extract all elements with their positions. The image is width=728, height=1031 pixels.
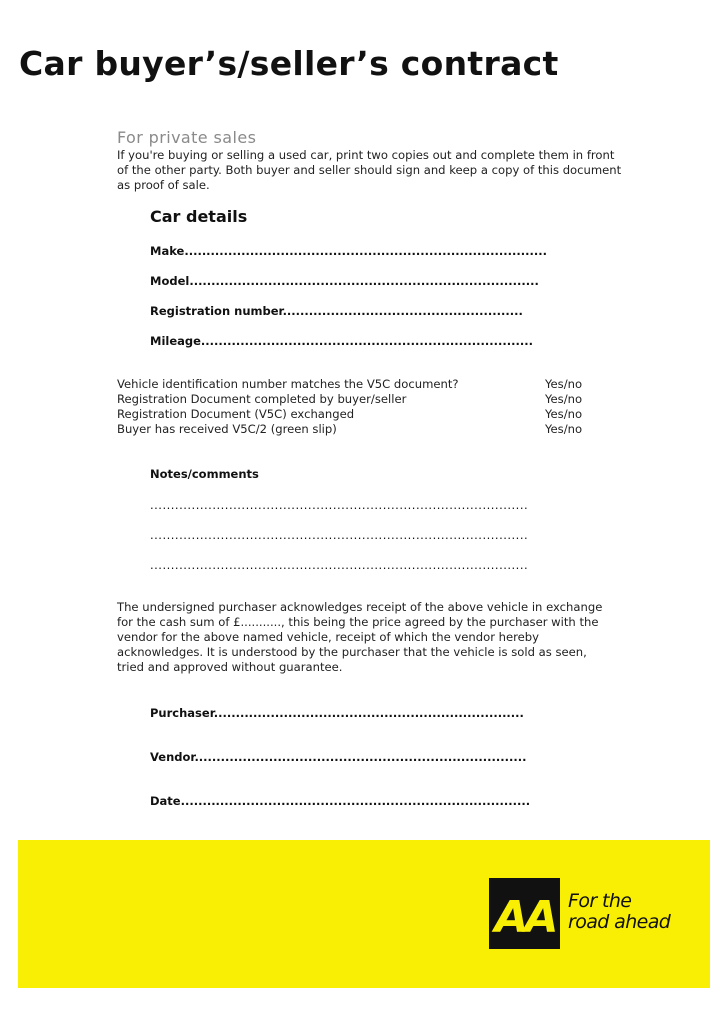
notes-line[interactable]: ........................................................................................... — [150, 528, 529, 542]
checklist-row — [117, 407, 597, 422]
intro-paragraph: If you're buying or selling a used car, print two copies out and complete them in front of the other party. Both buyer and seller should sign and keep a copy of this document as proof of sale. — [117, 148, 622, 192]
purchaser-field[interactable] — [150, 706, 524, 720]
acknowledgement-paragraph: The undersigned purchaser acknowledges receipt of the above vehicle in exchange for the cash sum of £..........., this being the price agreed by the purchaser with the vendor for the above named vehicle, receipt of which the vendor hereby acknowledges. It is understood by the purchaser that the vehicle is sold as seen, tried and approved without guarantee. — [117, 600, 603, 674]
car-details-heading: Car details — [150, 207, 248, 226]
checklist-question: Buyer has received V5C/2 (green slip) — [117, 422, 337, 436]
checklist-question: Registration Document (V5C) exchanged — [117, 407, 355, 421]
registration-number-field[interactable] — [150, 304, 523, 318]
model-label: Model — [150, 274, 190, 288]
make-dots: ................................................................................... — [184, 244, 547, 258]
make-label: Make — [150, 244, 185, 258]
date-label: Date — [150, 794, 181, 808]
tagline-line-2: road ahead — [568, 911, 671, 933]
checklist-answer[interactable]: Yes/no — [545, 407, 583, 421]
tagline-line-1: For the — [568, 890, 632, 912]
registration-number-dots: ....................................................... — [282, 304, 523, 318]
page-title: Car buyer’s/seller’s contract — [19, 44, 559, 83]
checklist-row — [117, 422, 597, 437]
aa-logo — [489, 878, 560, 949]
registration-number-label: Registration number — [150, 304, 283, 318]
date-dots: ................................................................................ — [180, 794, 531, 808]
checklist-row — [117, 377, 597, 392]
vendor-dots: ............................................................................ — [194, 750, 527, 764]
aa-logo-icon — [489, 878, 560, 949]
checklist — [117, 377, 597, 437]
mileage-field[interactable] — [150, 334, 533, 348]
checklist-question: Registration Document completed by buyer/seller — [117, 392, 407, 406]
mileage-dots: ............................................................................ — [200, 334, 533, 348]
model-field[interactable] — [150, 274, 539, 288]
mileage-label: Mileage — [150, 334, 201, 348]
subtitle: For private sales — [117, 128, 257, 147]
aa-logo-text: AA — [494, 892, 555, 943]
purchaser-dots: ....................................................................... — [213, 706, 524, 720]
checklist-answer[interactable]: Yes/no — [545, 392, 583, 406]
brand-tagline — [568, 891, 670, 933]
checklist-row — [117, 392, 597, 407]
vendor-field[interactable] — [150, 750, 526, 764]
notes-heading: Notes/comments — [150, 467, 259, 481]
checklist-answer[interactable]: Yes/no — [545, 377, 583, 391]
checklist-question: Vehicle identification number matches the V5C document? — [117, 377, 459, 391]
date-field[interactable] — [150, 794, 530, 808]
model-dots: ................................................................................ — [189, 274, 539, 288]
purchaser-label: Purchaser — [150, 706, 214, 720]
notes-line[interactable]: ........................................................................................... — [150, 498, 529, 512]
make-field[interactable] — [150, 244, 547, 258]
checklist-answer[interactable]: Yes/no — [545, 422, 583, 436]
vendor-label: Vendor — [150, 750, 195, 764]
notes-line[interactable]: ........................................................................................... — [150, 558, 529, 572]
